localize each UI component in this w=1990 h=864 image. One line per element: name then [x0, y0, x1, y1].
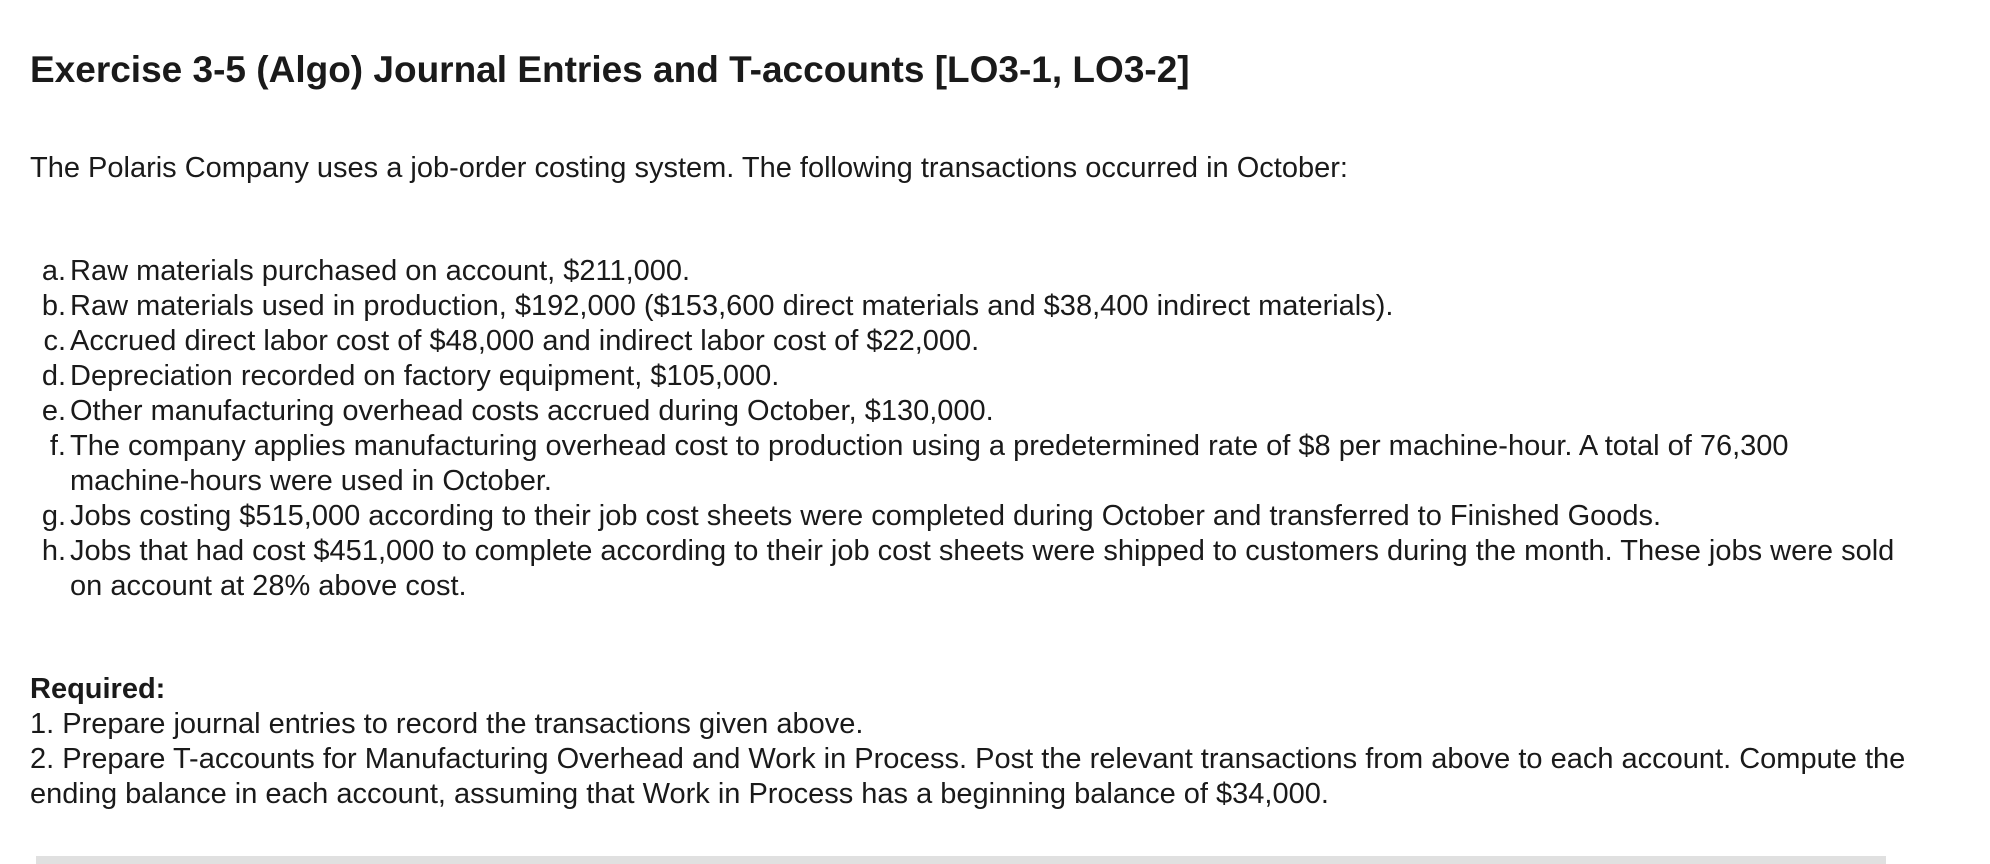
transaction-marker: h.	[41, 535, 66, 567]
transaction-marker: a.	[41, 255, 66, 287]
transaction-marker: f.	[49, 430, 66, 462]
transaction-item-c	[30, 324, 1910, 359]
transaction-text: Other manufacturing overhead costs accrued during October, $130,000.	[70, 395, 994, 427]
transaction-marker: d.	[41, 360, 66, 392]
transaction-item-h	[30, 534, 1910, 604]
transaction-text: Raw materials used in production, $192,000 ($153,600 direct materials and $38,400 indirect materials).	[70, 290, 1394, 322]
exercise-title: Exercise 3-5 (Algo) Journal Entries and T-accounts [LO3-1, LO3-2]	[30, 49, 1190, 90]
transaction-item-g	[30, 499, 1910, 534]
transaction-item-e	[30, 394, 1910, 429]
transaction-text: Raw materials purchased on account, $211,000.	[70, 255, 691, 287]
transaction-marker: g.	[41, 500, 66, 532]
required-item-1: 1. Prepare journal entries to record the transactions given above.	[30, 708, 864, 740]
content-panel-edge	[36, 856, 1886, 864]
required-item-2: 2. Prepare T-accounts for Manufacturing Overhead and Work in Process. Post the relevant transactions from above to each account. Compute the ending balance in each account, assuming that Work in Process has a beginning balance of $34,000.	[30, 743, 1906, 810]
transaction-marker: e.	[41, 395, 66, 427]
transaction-text: Accrued direct labor cost of $48,000 and indirect labor cost of $22,000.	[70, 325, 980, 357]
transaction-text: Jobs that had cost $451,000 to complete according to their job cost sheets were shipped to customers during the month. These jobs were sold on account at 28% above cost.	[70, 535, 1895, 602]
transaction-marker: b.	[41, 290, 66, 322]
required-section	[30, 672, 1930, 812]
transaction-item-d	[30, 359, 1910, 394]
transaction-text: Jobs costing $515,000 according to their job cost sheets were completed during October and transferred to Finished Goods.	[70, 500, 1662, 532]
transaction-text: The company applies manufacturing overhead cost to production using a predetermined rate of $8 per machine-hour. A total of 76,300 machine-hours were used in October.	[70, 430, 1789, 497]
transaction-marker: c.	[43, 325, 66, 357]
required-heading: Required:	[30, 673, 166, 705]
transaction-item-a	[30, 254, 1910, 289]
transaction-item-f	[30, 429, 1910, 499]
exercise-intro: The Polaris Company uses a job-order costing system. The following transactions occurred in October:	[30, 152, 1348, 184]
transaction-text: Depreciation recorded on factory equipment, $105,000.	[70, 360, 780, 392]
transaction-item-b	[30, 289, 1910, 324]
transaction-list	[30, 254, 1910, 604]
